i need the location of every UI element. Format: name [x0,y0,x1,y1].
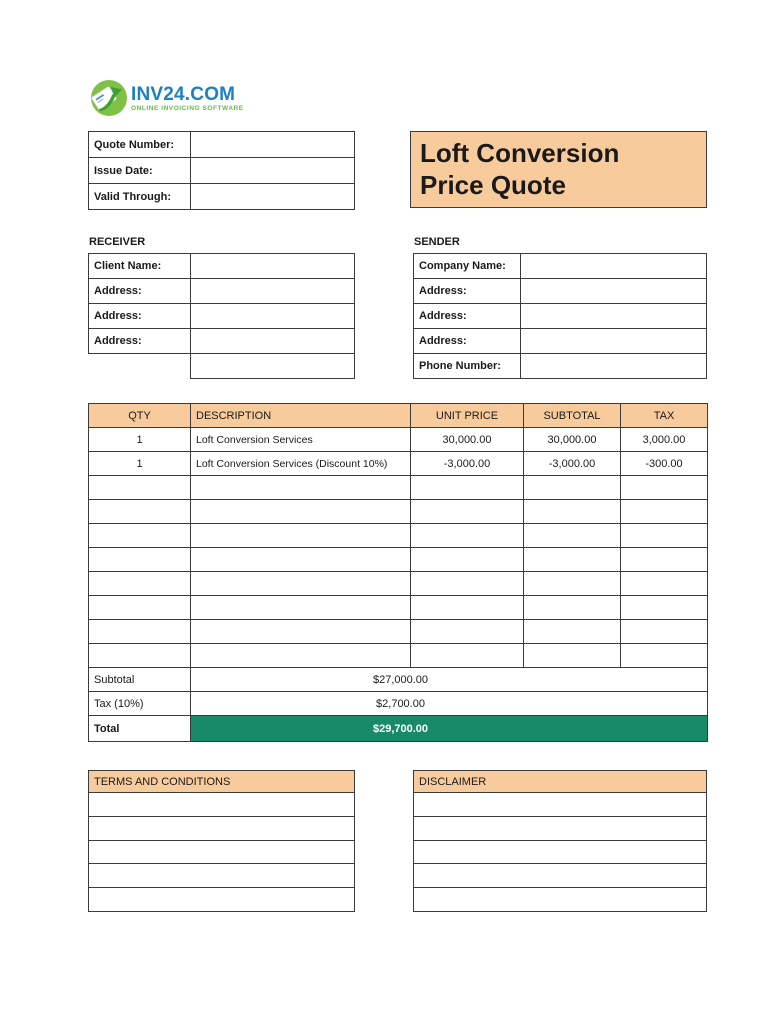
receiver-heading: RECEIVER [89,236,146,248]
empty-cell [191,476,411,500]
company-name-value [521,254,707,279]
empty-row [414,888,707,912]
empty-row [89,524,708,548]
item-unit-price: -3,000.00 [411,452,524,476]
receiver-table [88,253,355,379]
phone-number-value [521,354,707,379]
empty-cell [411,476,524,500]
empty-row [89,816,355,840]
col-header-subtotal: SUBTOTAL [524,404,621,428]
subtotal-value: $27,000.00 [191,668,708,692]
empty-cell [621,500,708,524]
total-row [89,716,708,742]
receiver-address-row [89,279,355,304]
empty-cell [89,596,191,620]
receiver-extra-row [89,354,355,379]
empty-row [89,596,708,620]
empty-row [414,816,707,840]
empty-cell [89,644,191,668]
empty-cell [414,793,707,817]
subtotal-label: Subtotal [89,668,191,692]
sender-heading: SENDER [414,236,460,248]
item-unit-price: 30,000.00 [411,428,524,452]
valid-through-row [89,184,355,210]
item-description: Loft Conversion Services [191,428,411,452]
empty-cell [89,816,355,840]
item-subtotal: 30,000.00 [524,428,621,452]
empty-cell [414,816,707,840]
empty-cell [524,476,621,500]
items-header [89,404,708,428]
field-label: Address: [89,304,191,329]
empty-cell [411,500,524,524]
empty-row [414,793,707,817]
disclaimer-empty-rows [414,793,707,912]
terms-empty-rows [89,793,355,912]
address-value [191,329,355,354]
field-label: Address: [414,329,521,354]
empty-row [89,888,355,912]
empty-cell [621,596,708,620]
empty-cell [411,524,524,548]
empty-row [89,864,355,888]
empty-cell [89,548,191,572]
empty-cell [89,620,191,644]
empty-cell [524,596,621,620]
item-qty: 1 [89,428,191,452]
empty-cell [89,840,355,864]
tax-label: Tax (10%) [89,692,191,716]
brand-name: INV24.COM [131,84,236,105]
items-empty-rows [89,476,708,668]
empty-cell [89,500,191,524]
empty-cell [191,548,411,572]
empty-cell [621,524,708,548]
field-label: Address: [414,279,521,304]
empty-cell [414,864,707,888]
empty-row [89,572,708,596]
empty-cell [191,644,411,668]
terms-table [88,770,355,912]
title-line-2: Price Quote [420,170,566,200]
sender-address-row [414,329,707,354]
address-value [191,304,355,329]
item-description: Loft Conversion Services (Discount 10%) [191,452,411,476]
item-subtotal: -3,000.00 [524,452,621,476]
empty-cell [524,548,621,572]
empty-cell [89,572,191,596]
quote-number-row [89,132,355,158]
address-value [521,329,707,354]
empty-cell [621,548,708,572]
col-header-description: DESCRIPTION [191,404,411,428]
empty-cell [191,500,411,524]
empty-cell [411,644,524,668]
terms-heading: TERMS AND CONDITIONS [89,771,355,793]
empty-row [414,864,707,888]
receiver-address-row [89,304,355,329]
empty-row [89,500,708,524]
empty-cell [524,500,621,524]
empty-cell [89,476,191,500]
tax-value: $2,700.00 [191,692,708,716]
logo-text [131,78,244,112]
logo-icon [90,78,128,123]
empty-cell [411,620,524,644]
empty-cell [621,644,708,668]
empty-cell [191,524,411,548]
field-label: Phone Number: [414,354,521,379]
empty-cell [621,620,708,644]
line-items-table [88,403,708,742]
empty-row [89,620,708,644]
item-row [89,452,708,476]
empty-row [89,644,708,668]
brand-tagline: ONLINE INVOICING SOFTWARE [131,105,244,112]
items-data-rows [89,428,708,476]
disclaimer-heading: DISCLAIMER [414,771,707,793]
empty-row [414,840,707,864]
address-value [521,304,707,329]
client-name-row [89,254,355,279]
extra-value [191,354,355,379]
col-header-qty: QTY [89,404,191,428]
empty-row [89,793,355,817]
items-summary [89,668,708,742]
sender-address-row [414,279,707,304]
title-line-1: Loft Conversion [420,138,620,168]
sender-address-row [414,304,707,329]
empty-cell [411,548,524,572]
empty-cell [89,888,355,912]
address-value [521,279,707,304]
empty-cell [621,572,708,596]
empty-cell [411,572,524,596]
empty-cell [524,572,621,596]
empty-row [89,840,355,864]
valid-through-value [191,184,355,210]
quote-info-table [88,131,355,210]
field-label: Company Name: [414,254,521,279]
item-tax: -300.00 [621,452,708,476]
field-label: Quote Number: [89,132,191,158]
issue-date-value [191,158,355,184]
tax-row [89,692,708,716]
item-qty: 1 [89,452,191,476]
client-name-value [191,254,355,279]
empty-cell [191,596,411,620]
empty-cell [524,524,621,548]
empty-cell [191,572,411,596]
total-value: $29,700.00 [191,716,708,742]
item-row [89,428,708,452]
phone-number-row [414,354,707,379]
address-value [191,279,355,304]
issue-date-row [89,158,355,184]
empty-cell [414,888,707,912]
sender-table [413,253,707,379]
field-label: Issue Date: [89,158,191,184]
empty-cell [89,524,191,548]
subtotal-row [89,668,708,692]
empty-row [89,548,708,572]
empty-cell [191,620,411,644]
empty-cell [414,840,707,864]
empty-cell [621,476,708,500]
empty-cell [524,644,621,668]
col-header-tax: TAX [621,404,708,428]
page-title [410,131,707,208]
field-label: Client Name: [89,254,191,279]
empty-cell [411,596,524,620]
field-label: Valid Through: [89,184,191,210]
company-name-row [414,254,707,279]
empty-cell [524,620,621,644]
receiver-address-row [89,329,355,354]
quote-number-value [191,132,355,158]
logo [90,78,244,123]
field-label: Address: [89,279,191,304]
col-header-unit-price: UNIT PRICE [411,404,524,428]
total-label: Total [89,716,191,742]
item-tax: 3,000.00 [621,428,708,452]
empty-cell [89,793,355,817]
empty-cell [89,864,355,888]
field-label: Address: [414,304,521,329]
empty-row [89,476,708,500]
field-label: Address: [89,329,191,354]
disclaimer-table [413,770,707,912]
empty-spacer-cell [89,354,191,379]
